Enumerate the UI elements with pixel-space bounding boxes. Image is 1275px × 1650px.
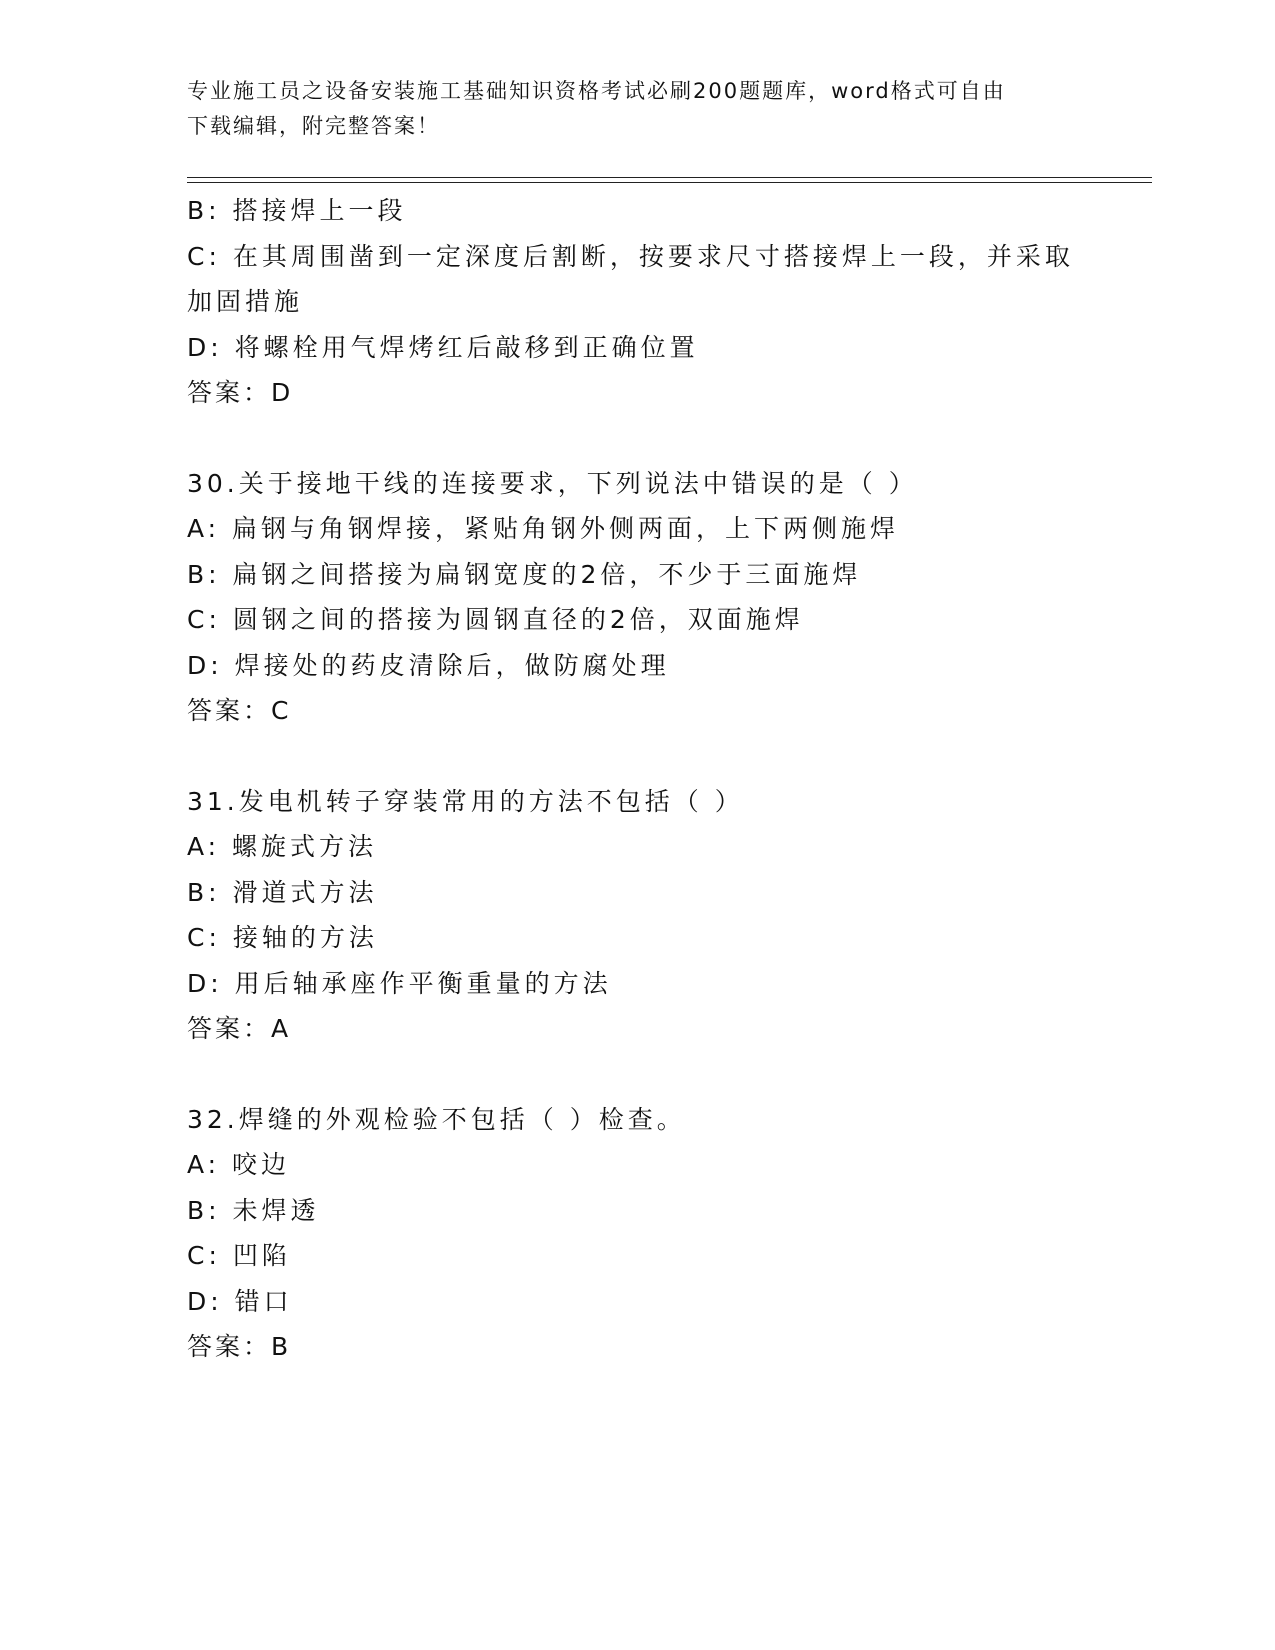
option-c: C: 凹陷 xyxy=(187,1241,291,1270)
option-c: C: 圆钢之间的搭接为圆钢直径的2倍，双面施焊 xyxy=(187,605,804,634)
option-d: D: 焊接处的药皮清除后，做防腐处理 xyxy=(187,650,670,680)
header-title-line-1: 专业施工员之设备安装施工基础知识资格考试必刷200题题库，word格式可自由 xyxy=(187,79,1006,103)
header-divider-bottom xyxy=(187,182,1152,183)
spacer xyxy=(187,734,1087,779)
option-b: B: 扁钢之间搭接为扁钢宽度的2倍，不少于三面施焊 xyxy=(187,559,862,589)
document-header xyxy=(187,74,1067,144)
option-b: B: 滑道式方法 xyxy=(187,877,378,907)
option-d: D: 错口 xyxy=(187,1286,293,1316)
answer-label: 答案：D xyxy=(187,378,294,407)
question-29-fragment xyxy=(187,188,1087,416)
option-d: D: 将螺栓用气焊烤红后敲移到正确位置 xyxy=(187,332,699,362)
header-title-line-2: 下载编辑，附完整答案！ xyxy=(187,114,440,138)
option-b: B: 搭接焊上一段 xyxy=(187,196,407,225)
option-a: A: 螺旋式方法 xyxy=(187,832,378,861)
question-31 xyxy=(187,779,1087,1052)
option-d: D: 用后轴承座作平衡重量的方法 xyxy=(187,968,612,998)
answer-label: 答案：A xyxy=(187,1014,292,1043)
answer-label: 答案：C xyxy=(187,696,292,725)
option-c: C: 接轴的方法 xyxy=(187,923,378,952)
option-c-line-1: C: 在其周围凿到一定深度后割断，按要求尺寸搭接焊上一段，并采取 xyxy=(187,241,1074,271)
option-a: A: 咬边 xyxy=(187,1150,291,1179)
spacer xyxy=(187,416,1087,461)
question-30 xyxy=(187,461,1087,734)
option-a: A: 扁钢与角钢焊接，紧贴角钢外侧两面，上下两侧施焊 xyxy=(187,514,900,543)
spacer xyxy=(187,1052,1087,1097)
option-c-line-2: 加固措施 xyxy=(187,287,304,316)
question-content xyxy=(187,188,1087,1370)
header-divider-top xyxy=(187,177,1152,178)
question-text: 31.发电机转子穿装常用的方法不包括（ ） xyxy=(187,786,744,816)
question-text: 32.焊缝的外观检验不包括（ ）检查。 xyxy=(187,1104,686,1134)
answer-label: 答案：B xyxy=(187,1332,292,1361)
question-32 xyxy=(187,1097,1087,1370)
question-text: 30.关于接地干线的连接要求，下列说法中错误的是（ ） xyxy=(187,468,918,498)
option-b: B: 未焊透 xyxy=(187,1195,320,1225)
